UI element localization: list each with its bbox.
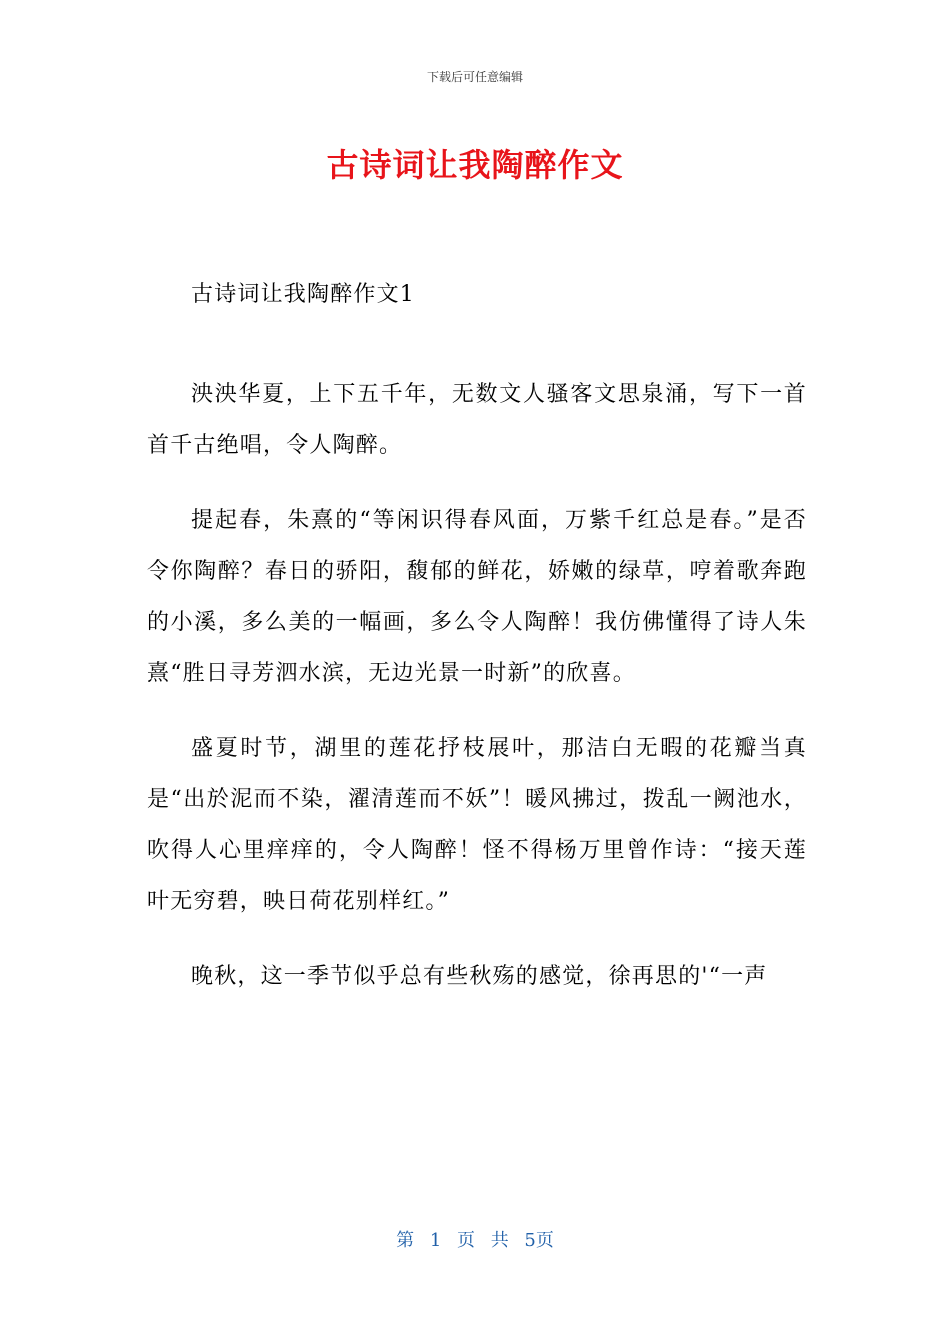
document-title: 古诗词让我陶醉作文 xyxy=(326,146,624,184)
paragraph-autumn: 晚秋，这一季节似乎总有些秋殇的感觉，徐再思的'“一声 xyxy=(191,964,768,989)
page-footer: 第 1 页 共 5页 xyxy=(396,1230,554,1251)
header-note: 下载后可任意编辑 xyxy=(426,70,523,84)
paragraph-intro: 泱泱华夏，上下五千年，无数文人骚客文思泉涌，写下一首首千古绝唱，令人陶醉。 xyxy=(147,382,807,458)
document-body xyxy=(147,269,807,1002)
paragraph-heading: 古诗词让我陶醉作文1 xyxy=(191,282,415,307)
paragraph-summer: 盛夏时节，湖里的莲花抒枝展叶，那洁白无暇的花瓣当真是“出於泥而不染，濯清莲而不妖”！暖风拂过，拨乱一阙池水，吹得人心里痒痒的，令人陶醉！怪不得杨万里曾作诗：“接天莲叶无穷碧，映日荷花别样红。” xyxy=(147,736,807,914)
paragraph-spring: 提起春，朱熹的“等闲识得春风面，万紫千红总是春。”是否令你陶醉？春日的骄阳，馥郁的鲜花，娇嫩的绿草，哼着歌奔跑的小溪，多么美的一幅画，多么令人陶醉！我仿佛懂得了诗人朱熹“胜日寻芳泗水滨，无边光景一时新”的欣喜。 xyxy=(147,508,807,686)
